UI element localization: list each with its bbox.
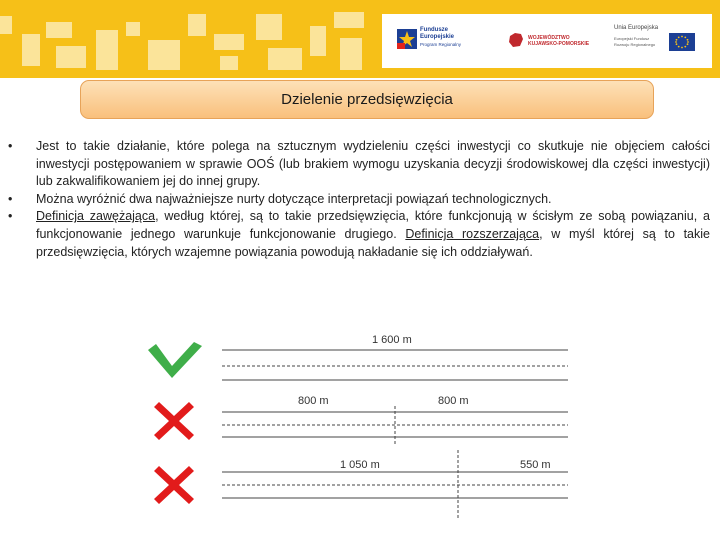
- diagram-canvas: [140, 328, 580, 528]
- list-item: [8, 138, 710, 191]
- bullet-list: [8, 138, 710, 261]
- check-icon: [148, 342, 202, 378]
- slide-title-bar: [80, 80, 654, 119]
- decor-block: [148, 40, 180, 70]
- bullet-marker: •: [8, 209, 13, 224]
- decor-block: [334, 12, 364, 28]
- decor-block: [46, 22, 72, 38]
- term-broad-definition: Definicja rozszerzająca: [405, 226, 540, 241]
- decor-block: [214, 34, 244, 50]
- bullet-text: Można wyróżnić dwa najważniejsze nurty dotyczące interpretacji powiązań technologicznych.: [36, 191, 552, 206]
- fe-line3: Program Regionalny: [420, 42, 462, 47]
- unia-europejska-logo: [614, 24, 709, 58]
- bullet-marker: •: [8, 139, 13, 153]
- decor-block: [220, 56, 238, 70]
- woj-line2: KUJAWSKO-POMORSKIE: [528, 41, 590, 47]
- cross-icon: [154, 402, 194, 440]
- decor-block: [256, 14, 282, 40]
- road-split-unequal: [222, 472, 568, 498]
- road-full: [222, 350, 568, 380]
- decor-block: [188, 14, 206, 36]
- eu-flag-icon: [669, 33, 695, 51]
- fe-line2: Europejskie: [420, 34, 455, 40]
- bullet-text: , w myśl której są to takie przedsięwzięcia, których wzajemne powiązania powodują nakładanie się ich oddziaływań.: [36, 226, 710, 259]
- decor-block: [268, 48, 302, 70]
- bullet-marker: •: [8, 191, 13, 206]
- logo-panel: [382, 14, 712, 68]
- list-item: [8, 208, 710, 261]
- distance-label: 800 m: [438, 395, 469, 407]
- decor-block: [0, 16, 12, 34]
- list-item: [8, 191, 710, 209]
- decor-block: [340, 38, 362, 70]
- decor-block: [56, 46, 86, 68]
- decor-block: [126, 22, 140, 36]
- fe-star-icon: [396, 28, 418, 50]
- cross-icon: [154, 466, 194, 504]
- ue-line1: Unia Europejska: [614, 25, 659, 31]
- ue-line3: Rozwoju Regionalnego: [614, 42, 656, 47]
- bullet-text: , według której, są to takie przedsięwzięcia, które funkcjonują w ścisłym ze sobą powiązaniu, a funkcjonowanie jednego warunkuje funkcjonowanie drugiego.: [36, 209, 710, 241]
- wojewodztwo-logo: [507, 29, 597, 53]
- slide-title: Dzielenie przedsięwzięcia: [281, 91, 453, 108]
- distance-label: 1 050 m: [340, 459, 380, 471]
- bullet-text: Jest to takie działanie, które polega na sztucznym wydzieleniu części inwestycji co skutkuje nie objęciem całości inwestycji postępowaniem w sprawie OOŚ (lub brakiem wymogu uzyskania decyzji środowiskowej dla części inwestycji) lub zakwalifikowaniem jej do innej grupy.: [36, 139, 710, 189]
- distance-label: 800 m: [298, 395, 329, 407]
- ue-line2: Europejski Fundusz: [614, 36, 650, 41]
- distance-label: 1 600 m: [372, 334, 412, 346]
- fe-line1: Fundusze: [420, 27, 448, 33]
- decor-block: [22, 34, 40, 66]
- decor-block: [96, 30, 118, 70]
- fundusze-europejskie-logo: [396, 25, 476, 55]
- region-map-icon: [507, 31, 525, 49]
- decor-block: [310, 26, 326, 56]
- segmentation-diagram: [140, 328, 580, 528]
- distance-label: 550 m: [520, 459, 551, 471]
- header-band: [0, 0, 720, 78]
- woj-line1: WOJEWÓDZTWO: [528, 35, 570, 41]
- term-narrow-definition: Definicja zawężająca: [36, 209, 156, 224]
